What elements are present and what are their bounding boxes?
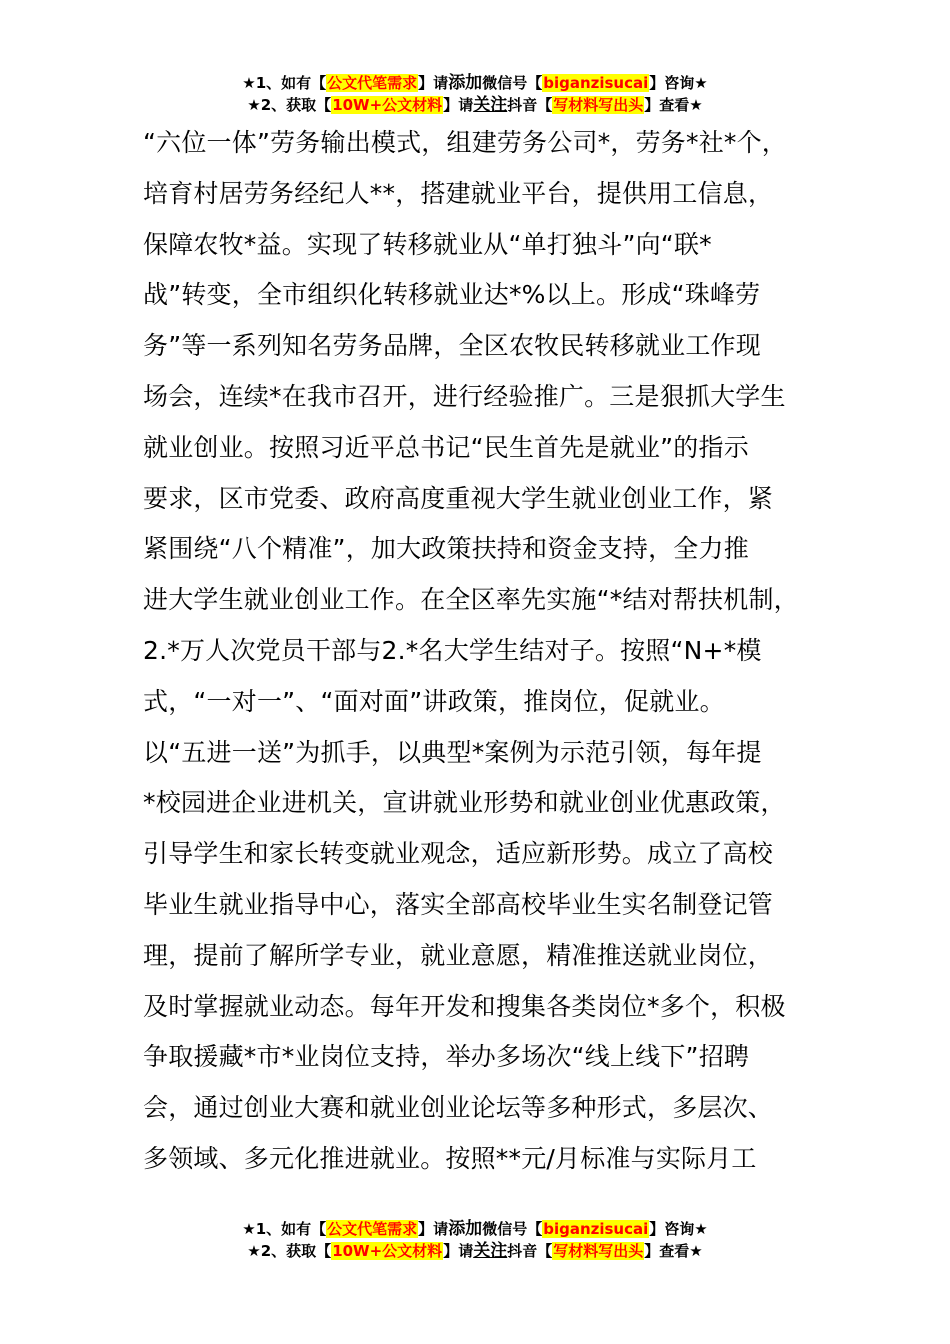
header-ad-1-emph: 添加 [448,73,483,93]
body-line: *校园进企业进机关，宣讲就业形势和就业创业优惠政策， [143,788,786,818]
header-ad-2-mid: 】请 [443,96,474,114]
header-ad-2-mid2: 抖音【 [507,96,553,114]
body-line: 务”等一系列知名劳务品牌，全区农牧民转移就业工作现 [143,331,761,361]
header-ad-1-mid: 】请 [418,74,449,92]
header-ad [0,72,950,116]
footer-ad-2-suffix: 】查看★ [644,1242,703,1260]
body-line: 就业创业。按照习近平总书记“民生首先是就业”的指示 [143,432,749,462]
footer-ad-1-mid2: 微信号【 [482,1220,543,1238]
header-ad-line-1 [0,72,950,94]
footer-ad-line-1 [0,1218,950,1240]
footer-ad-1-highlight-service: 公文代笔需求 [327,1220,418,1238]
footer-ad-1-suffix: 】咨询★ [649,1220,708,1238]
body-line: 式，“一对一”、“面对面”讲政策，推岗位，促就业。 [143,686,725,716]
header-ad-1-wechat-id: biganzisucai [543,74,649,92]
body-line: 以“五进一送”为抓手，以典型*案例为示范引领，每年提 [143,737,762,767]
body-line: 引导学生和家长转变就业观念，适应新形势。成立了高校 [143,839,774,869]
body-line: 培育村居劳务经纪人**，搭建就业平台，提供用工信息， [143,178,774,208]
header-ad-2-douyin-id: 写材料写出头 [553,96,644,114]
body-line: 2.*万人次党员干部与2.*名大学生结对子。按照“N+*模 [143,635,762,665]
header-ad-2-prefix: ★2、获取【 [247,96,332,114]
footer-ad-2-highlight-materials: 10W+公文材料 [332,1242,443,1260]
body-line: 战”转变，全市组织化转移就业达*%以上。形成“珠峰劳 [143,280,761,310]
body-line: 紧围绕“八个精准”，加大政策扶持和资金支持，全力推 [143,534,749,564]
header-ad-line-2 [0,94,950,116]
header-ad-1-highlight-service: 公文代笔需求 [327,74,418,92]
footer-ad-1-emph: 添加 [448,1219,483,1239]
body-line: 要求，区市党委、政府高度重视大学生就业创业工作，紧 [143,483,774,513]
body-line: 场会，连续*在我市召开，进行经验推广。三是狠抓大学生 [143,381,786,411]
body-line: 会，通过创业大赛和就业创业论坛等多种形式，多层次、 [143,1093,774,1123]
header-ad-1-prefix: ★1、如有【 [242,74,327,92]
footer-ad-line-2 [0,1240,950,1262]
header-ad-2-highlight-materials: 10W+公文材料 [332,96,443,114]
header-ad-2-suffix: 】查看★ [644,96,703,114]
header-ad-1-mid2: 微信号【 [482,74,543,92]
body-line: 多领域、多元化推进就业。按照**元/月标准与实际月工 [143,1143,757,1173]
header-ad-2-emph: 关注 [473,95,508,115]
body-line: 毕业生就业指导中心，落实全部高校毕业生实名制登记管 [143,889,774,919]
body-line: 理，提前了解所学专业，就业意愿，精准推送就业岗位， [143,940,774,970]
footer-ad-2-prefix: ★2、获取【 [247,1242,332,1260]
footer-ad-1-prefix: ★1、如有【 [242,1220,327,1238]
footer-ad-2-douyin-id: 写材料写出头 [553,1242,644,1260]
body-line: “六位一体”劳务输出模式，组建劳务公司*，劳务*社*个， [143,128,788,157]
footer-ad [0,1218,950,1262]
footer-ad-2-mid: 】请 [443,1242,474,1260]
body-line: 进大学生就业创业工作。在全区率先实施“*结对帮扶机制， [143,585,799,615]
body-line: 保障农牧*益。实现了转移就业从“单打独斗”向“联* [143,229,712,259]
footer-ad-1-mid: 】请 [418,1220,449,1238]
body-line: 及时掌握就业动态。每年开发和搜集各类岗位*多个，积极 [143,991,786,1021]
footer-ad-1-wechat-id: biganzisucai [543,1220,649,1238]
footer-ad-2-emph: 关注 [473,1241,508,1261]
body-line: 争取援藏*市*业岗位支持，举办多场次“线上线下”招聘 [143,1042,750,1072]
document-body [143,118,843,1185]
footer-ad-2-mid2: 抖音【 [507,1242,553,1260]
header-ad-1-suffix: 】咨询★ [649,74,708,92]
